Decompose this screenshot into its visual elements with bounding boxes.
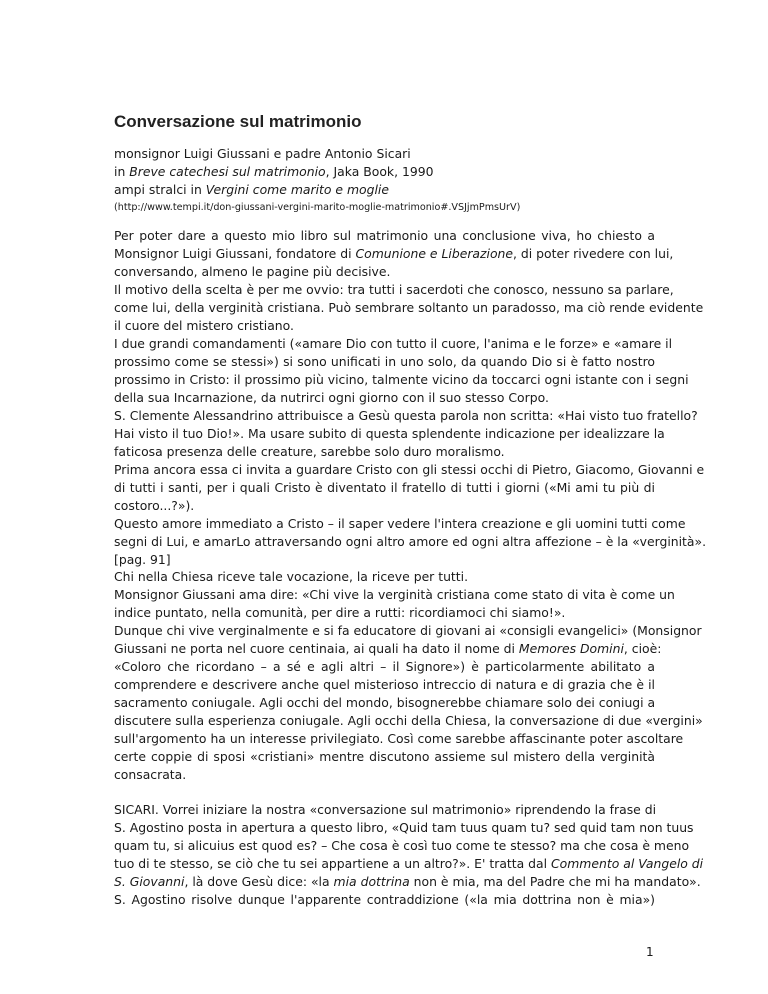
source-url: (http://www.tempi.it/don-giussani-vergini-marito-moglie-matrimonio#.VSJjmPmsUrV) — [114, 202, 521, 213]
excerpt-line: ampi stralci in Vergini come marito e moglie — [114, 182, 389, 197]
paragraph-vocation: Chi nella Chiesa riceve tale vocazione, la riceve per tutti. Monsignor Giussani ama dire: «Chi vive la verginità cristiana come stato di vita è come un indice puntato, nella comunità, per dire a rutti: ricordiamoci chi siamo!». Dunque chi vive verginalmente e si fa educatore di giovani ai «consigli evangelici» (Monsignor Giussani ne porta nel cuore centinaia, ai quali ha dato il nome di Memores Domini, cioè: «Coloro che ricordano – a sé e agli altri – il Signore») è particolarmente abilitato a comprendere e descrivere anche quel misterioso intreccio di natura e di grazia che è il sacramento coniugale. Agli occhi del mondo, bisognerebbe chiamare solo dei coniugi a discutere sulla esperienza coniugale. Agli occhi della Chiesa, la conversazione di due «vergini» sull'argomento ha un interesse privilegiato. Così come sarebbe affascinante poter ascoltare certe coppie di sposi «cristiani» mentre discutono assieme sul mistero della verginità consacrata. — [114, 569, 703, 782]
page-number: 1 — [646, 945, 654, 959]
authors-line: monsignor Luigi Giussani e padre Antonio Sicari — [114, 146, 411, 161]
book-title: Breve catechesi sul matrimonio — [129, 164, 326, 179]
source-line: in Breve catechesi sul matrimonio, Jaka Book, 1990 — [114, 164, 434, 179]
excerpt-title: Vergini come marito e moglie — [205, 182, 389, 197]
paragraph-intro: Per poter dare a questo mio libro sul matrimonio una conclusione viva, ho chiesto a Monsignor Luigi Giussani, fondatore di Comunione e Liberazione, di poter rivedere con lui, conversando, almeno le pagine più decisive. Il motivo della scelta è per me ovvio: tra tutti i sacerdoti che conosco, nessuno sa parlare, come lui, della verginità cristiana. Può sembrare soltanto un paradosso, ma ciò rende evidente il cuore del mistero cristiano. I due grandi comandamenti («amare Dio con tutto il cuore, l'anima e le forze» e «amare il prossimo come se stessi») si sono unificati in uno solo, da quando Dio si è fatto nostro prossimo in Cristo: il prossimo più vicino, talmente vicino da toccarci ogni istante con i segni della sua Incarnazione, da nutrirci ogni giorno con il suo stesso Corpo. S. Clemente Alessandrino attribuisce a Gesù questa parola non scritta: «Hai visto tuo fratello? Hai visto il tuo Dio!». Ma usare subito di questa splendente indicazione per idealizzare la faticosa presenza delle creature, sarebbe solo duro moralismo. Prima ancora essa ci invita a guardare Cristo con gli stessi occhi di Pietro, Giacomo, Giovanni e di tutti i santi, per i quali Cristo è diventato il fratello di tutti i giorni («Mi ami tu più di costoro...?»). Questo amore immediato a Cristo – il saper vedere l'intera creazione e gli uomini tutti come segni di Lui, e amarLo attraversando ogni altro amore ed ogni altra affezione – è la «verginità». [pag. 91] — [114, 228, 707, 567]
document-meta — [114, 145, 520, 217]
document-title: Conversazione sul matrimonio — [114, 112, 362, 131]
paragraph-conversation: SICARI. Vorrei iniziare la nostra «conversazione sul matrimonio» riprendendo la frase di S. Agostino posta in apertura a questo libro, «Quid tam tuus quam tu? sed quid tam non tuus quam tu, si alicuius est quod es? – Che cosa è così tuo come te stesso? ma che cosa è meno tuo di te stesso, se ciò che tu sei appartiene a un altro?». E' tratta dal Commento al Vangelo di S. Giovanni, là dove Gesù dice: «la mia dottrina non è mia, ma del Padre che mi ha mandato». S. Agostino risolve dunque l'apparente contraddizione («la mia dottrina non è mia») — [114, 802, 704, 907]
